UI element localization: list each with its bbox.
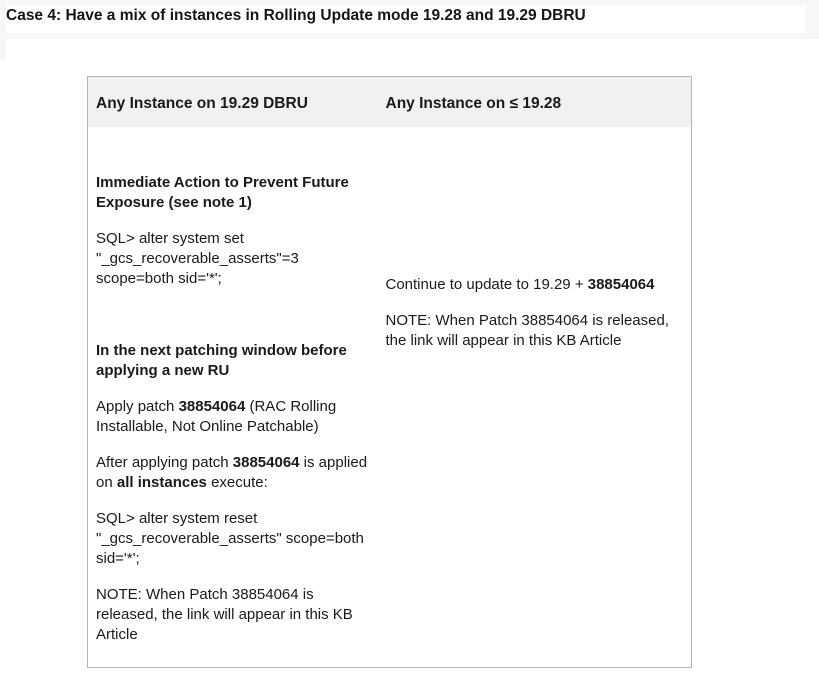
apply-patch-text: Apply patch 38854064 (RAC Rolling Installable, Not Online Patchable) <box>96 397 337 435</box>
left-note: NOTE: When Patch 38854064 is released, the link will appear in this KB Article <box>96 585 353 643</box>
next-window-heading: In the next patching window before applying a new RU <box>96 341 347 379</box>
blank-strip <box>6 39 819 60</box>
all-instances-text: all instances <box>116 473 207 491</box>
apply-patch-number: 38854064 <box>178 397 246 415</box>
continue-patch-number: 38854064 <box>587 275 655 293</box>
sql-set-command: SQL> alter system set "_gcs_recoverable_asserts"=3 scope=both sid='*'; <box>96 229 299 287</box>
continue-update-text: Continue to update to 19.29 + 38854064 <box>385 275 655 293</box>
right-note: NOTE: When Patch 38854064 is released, the link will appear in this KB Article <box>385 311 669 349</box>
after-applying-text: After applying patch 38854064 is applied on all instances execute: <box>96 453 368 491</box>
sql-reset-command: SQL> alter system reset "_gcs_recoverable_asserts" scope=both sid='*'; <box>96 509 364 567</box>
table-body-row <box>88 127 692 668</box>
immediate-action-heading: Immediate Action to Prevent Future Exposure (see note 1) <box>96 173 349 211</box>
header-right: Any Instance on ≤ 19.28 <box>385 94 562 112</box>
case-table <box>87 76 692 668</box>
right-cell <box>378 127 692 668</box>
case-heading: Case 4: Have a mix of instances in Rolling Update mode 19.28 and 19.29 DBRU <box>6 5 806 33</box>
table-header-row <box>88 77 692 127</box>
after-patch-number: 38854064 <box>232 453 300 471</box>
header-left: Any Instance on 19.29 DBRU <box>96 94 308 112</box>
left-cell <box>88 127 378 668</box>
